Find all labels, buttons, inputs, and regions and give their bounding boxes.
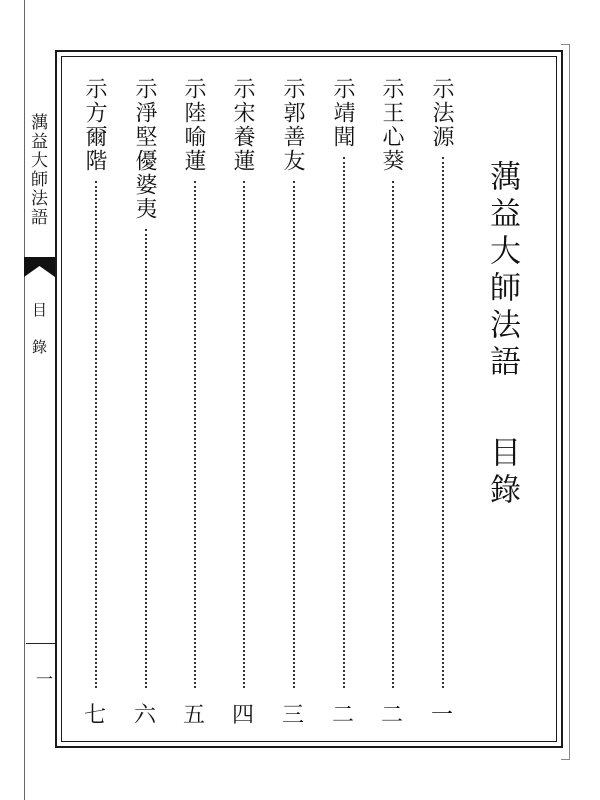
fishtail-mark-icon — [24, 257, 55, 277]
margin-divider — [26, 643, 55, 644]
fore-edge-margin — [24, 50, 55, 748]
toc-item[interactable] — [231, 77, 257, 727]
toc-item-label: 示方爾階 — [82, 77, 107, 173]
toc-dot-leader — [442, 157, 444, 688]
toc-item-label: 示宋養蓮 — [230, 77, 255, 173]
toc-item[interactable] — [133, 77, 159, 727]
margin-book-title: 蕅益大師法語 — [27, 113, 47, 227]
toc-item[interactable] — [182, 77, 208, 727]
toc-dot-leader — [95, 181, 97, 688]
toc-item-page: 二 — [381, 703, 404, 728]
toc-dot-leader — [392, 181, 394, 688]
toc-item-page: 一 — [431, 703, 454, 728]
toc-dot-leader — [293, 181, 295, 688]
toc-item-label: 示王心葵 — [379, 77, 404, 173]
toc-item[interactable] — [331, 77, 357, 727]
toc-item-label: 示郭善友 — [280, 77, 305, 173]
toc-dot-leader — [145, 229, 147, 688]
page-edge-right — [561, 44, 570, 760]
toc-item[interactable] — [281, 77, 307, 727]
toc-item[interactable] — [380, 77, 406, 727]
page-title: 蕅益大師法語 — [484, 160, 520, 382]
toc-item-page: 四 — [232, 703, 255, 728]
toc-item-label: 示法源 — [429, 77, 454, 149]
toc-item[interactable] — [83, 77, 109, 727]
toc-item-label: 示陸喻蓮 — [181, 77, 206, 173]
toc-item-page: 三 — [282, 703, 305, 728]
toc-item-page: 六 — [134, 703, 157, 728]
toc-item-page: 五 — [183, 703, 206, 728]
margin-section-label: 目錄 — [30, 302, 48, 376]
margin-page-number: 一 — [32, 670, 52, 687]
page-subtitle: 目錄 — [484, 436, 520, 510]
toc-item-label: 示靖聞 — [330, 77, 355, 149]
toc-item[interactable] — [430, 77, 456, 727]
toc-item-page: 七 — [84, 703, 107, 728]
toc-item-label: 示淨堅優婆夷 — [132, 77, 157, 221]
toc-dot-leader — [343, 157, 345, 688]
toc-item-page: 二 — [332, 703, 355, 728]
toc-dot-leader — [194, 181, 196, 688]
toc-dot-leader — [243, 181, 245, 688]
